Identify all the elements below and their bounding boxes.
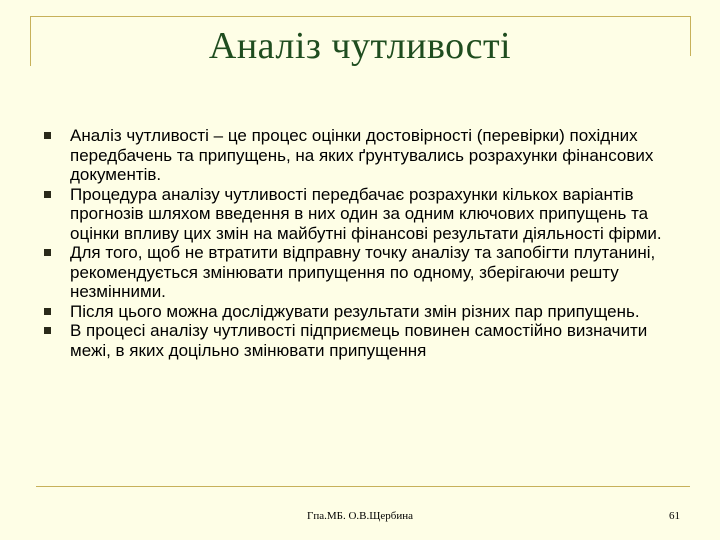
square-bullet-icon (44, 132, 51, 139)
bullet-text: Для того, щоб не втратити відправну точку аналізу та запобігти плутанині, рекомендується змінювати припущення по одному, зберігаючи решту незмінними. (70, 243, 656, 301)
square-bullet-icon (44, 191, 51, 198)
bullet-item (44, 243, 684, 302)
square-bullet-icon (44, 249, 51, 256)
bullet-item (44, 126, 684, 185)
footer-divider (36, 486, 690, 487)
bullet-text: Аналіз чутливості – це процес оцінки достовірності (перевірки) похідних передбачень та припущень, на яких ґрунтувались розрахунки фінансових документів. (70, 126, 654, 184)
bullet-text: Процедура аналізу чутливості передбачає розрахунки кількох варіантів прогнозів шляхом введення в них один за одним ключових припущень та оцінки впливу цих змін на майбутні фінансові результати діяльності фірми. (70, 184, 662, 243)
bullet-text: Після цього можна досліджувати результати змін різних пар припущень. (70, 301, 640, 321)
bullet-text: В процесі аналізу чутливості підприємець повинен самостійно визначити межі, в яких доцільно змінювати припущення (70, 321, 648, 360)
bullet-item (44, 321, 684, 360)
square-bullet-icon (44, 308, 51, 315)
square-bullet-icon (44, 327, 51, 334)
slide-title: Аналіз чутливості (208, 25, 512, 67)
frame-top-line (30, 16, 690, 17)
bullet-item (44, 302, 684, 322)
footer-author: Гпа.МБ. О.В.Щербина (307, 510, 413, 522)
bullet-item (44, 185, 684, 244)
bullet-list (44, 126, 684, 360)
page-number: 61 (669, 510, 680, 522)
